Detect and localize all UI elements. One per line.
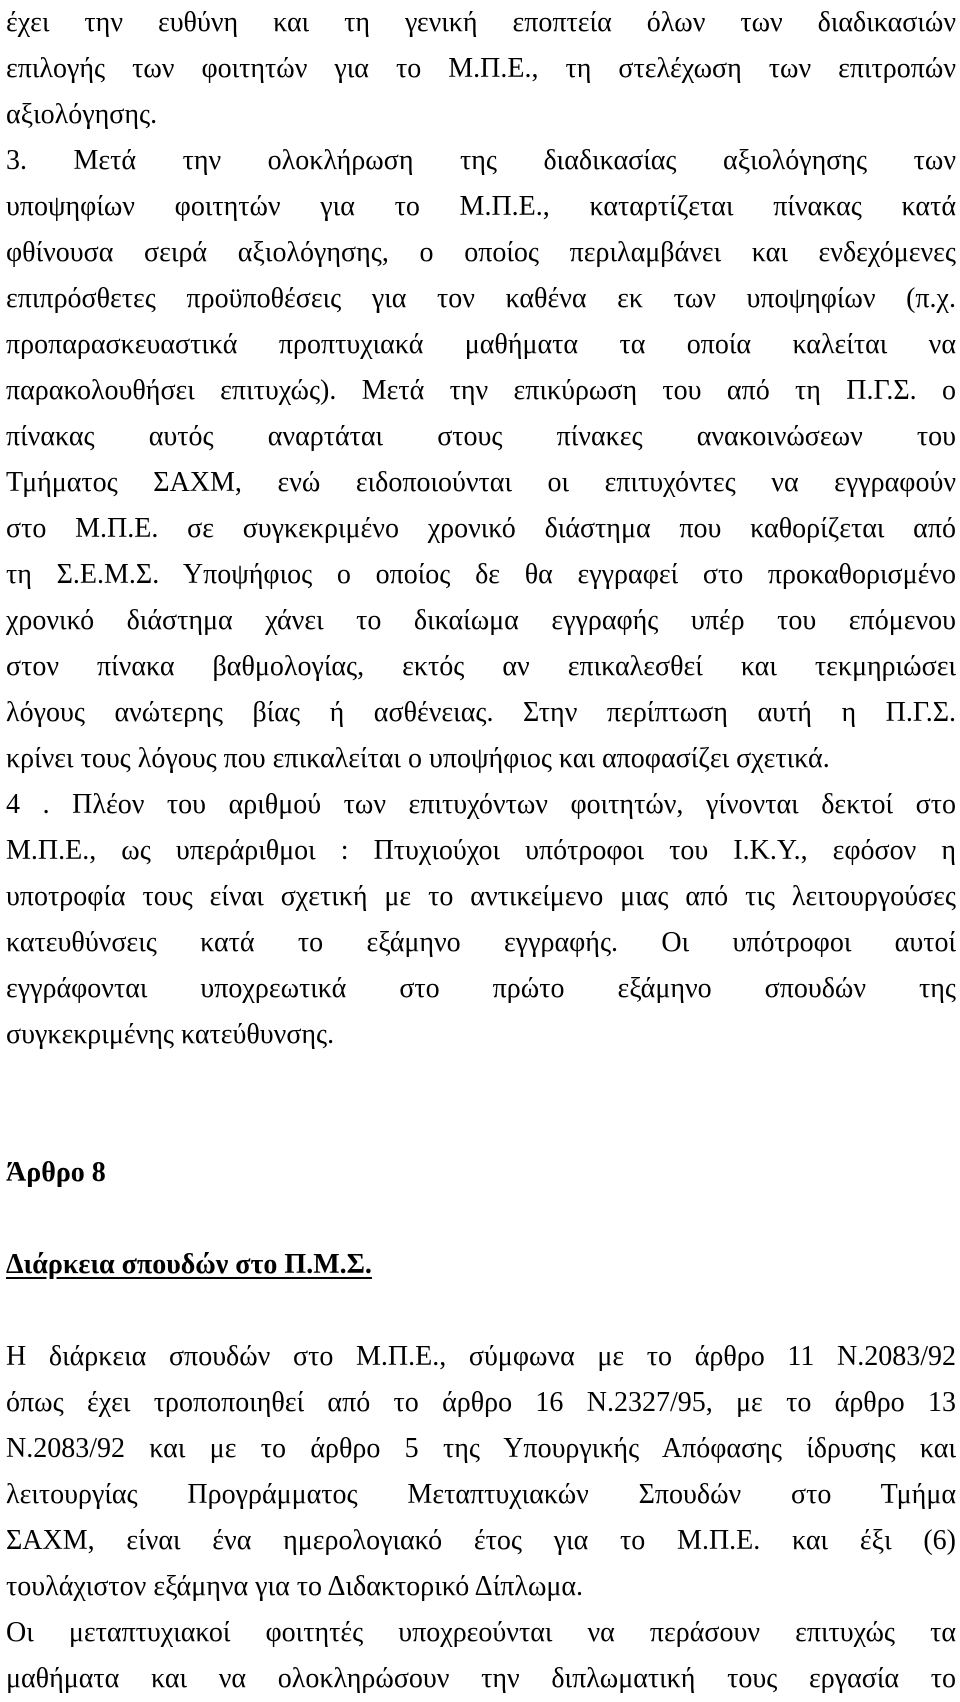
paragraph-ranking-list <box>6 138 956 782</box>
text-line: Μ.Π.Ε., ως υπεράριθμοι : Πτυχιούχοι υπότροφοι του Ι.Κ.Υ., εφόσον η <box>6 835 956 866</box>
text-line: λόγους ανώτερης βίας ή ασθένειας. Στην περίπτωση αυτή η Π.Γ.Σ. <box>6 697 956 728</box>
text-line: Τμήματος ΣΑΧΜ, ενώ ειδοποιούνται οι επιτυχόντες να εγγραφούν <box>6 467 956 498</box>
spacer <box>6 1104 956 1150</box>
text-line: 4 . Πλέον του αριθμού των επιτυχόντων φοιτητών, γίνονται δεκτοί στο <box>6 789 956 820</box>
paragraph-course-completion <box>6 1610 956 1702</box>
text-line: κατευθύνσεις κατά το εξάμηνο εγγραφής. Οι υπότροφοι αυτοί <box>6 927 956 958</box>
spacer <box>6 1058 956 1104</box>
text-line: προπαρασκευαστικά προπτυχιακά μαθήματα τα οποία καλείται να <box>6 329 956 360</box>
text-line: επιπρόσθετες προϋποθέσεις για τον καθένα εκ των υποψηφίων (π.χ. <box>6 283 956 314</box>
text-line: στο Μ.Π.Ε. σε συγκεκριμένο χρονικό διάστημα που καθορίζεται από <box>6 513 956 544</box>
text-line: φθίνουσα σειρά αξιολόγησης, ο οποίος περιλαμβάνει και ενδεχόμενες <box>6 237 956 268</box>
text-line: τουλάχιστον εξάμηνα για το Διδακτορικό Δίπλωμα. <box>6 1571 584 1602</box>
spacer <box>6 1196 956 1242</box>
text-line: Ν.2083/92 και με το άρθρο 5 της Υπουργικής Απόφασης ίδρυσης και <box>6 1433 956 1464</box>
text-line: λειτουργίας Προγράμματος Μεταπτυχιακών Σπουδών στο Τμήμα <box>6 1479 956 1510</box>
text-line: έχει την ευθύνη και τη γενική εποπτεία όλων των διαδικασιών <box>6 7 956 38</box>
section-heading: Διάρκεια σπουδών στο Π.Μ.Σ. <box>6 1249 372 1280</box>
text-line: πίνακας αυτός αναρτάται στους πίνακες ανακοινώσεων του <box>6 421 956 452</box>
text-line: Οι μεταπτυχιακοί φοιτητές υποχρεούνται να περάσουν επιτυχώς τα <box>6 1617 956 1648</box>
paragraph-evaluation-committee <box>6 0 956 138</box>
text-line: υποτροφία τους είναι σχετική με το αντικείμενο μιας από τις λειτουργούσες <box>6 881 956 912</box>
article-heading: Άρθρο 8 <box>6 1157 106 1188</box>
text-line: στον πίνακα βαθμολογίας, εκτός αν επικαλεσθεί και τεκμηριώσει <box>6 651 956 682</box>
text-line: συγκεκριμένης κατεύθυνσης. <box>6 1019 335 1050</box>
text-line: τη Σ.Ε.Μ.Σ. Υποψήφιος ο οποίος δε θα εγγραφεί στο προκαθορισμένο <box>6 559 956 590</box>
text-line: χρονικό διάστημα χάνει το δικαίωμα εγγραφής υπέρ του επόμενου <box>6 605 956 636</box>
text-line: αξιολόγησης. <box>6 99 158 130</box>
text-line: Η διάρκεια σπουδών στο Μ.Π.Ε., σύμφωνα με το άρθρο 11 Ν.2083/92 <box>6 1341 956 1372</box>
text-line: εγγράφονται υποχρεωτικά στο πρώτο εξάμηνο σπουδών της <box>6 973 956 1004</box>
text-line: 3. Μετά την ολοκλήρωση της διαδικασίας αξιολόγησης των <box>6 145 956 176</box>
spacer <box>6 1288 956 1334</box>
document-page <box>6 0 956 1702</box>
paragraph-supernumerary-students <box>6 782 956 1058</box>
text-line: μαθήματα και να ολοκληρώσουν την διπλωματική τους εργασία το <box>6 1663 956 1694</box>
text-line: υποψηφίων φοιτητών για το Μ.Π.Ε., καταρτίζεται πίνακας κατά <box>6 191 956 222</box>
text-line: επιλογής των φοιτητών για το Μ.Π.Ε., τη στελέχωση των επιτροπών <box>6 53 956 84</box>
text-line: παρακολουθήσει επιτυχώς). Μετά την επικύρωση του από τη Π.Γ.Σ. ο <box>6 375 956 406</box>
text-line: ΣΑΧΜ, είναι ένα ημερολογιακό έτος για το Μ.Π.Ε. και έξι (6) <box>6 1525 956 1556</box>
text-line: όπως έχει τροποποιηθεί από το άρθρο 16 Ν.2327/95, με το άρθρο 13 <box>6 1387 956 1418</box>
text-line: κρίνει τους λόγους που επικαλείται ο υποψήφιος και αποφασίζει σχετικά. <box>6 743 830 774</box>
paragraph-study-duration <box>6 1334 956 1610</box>
